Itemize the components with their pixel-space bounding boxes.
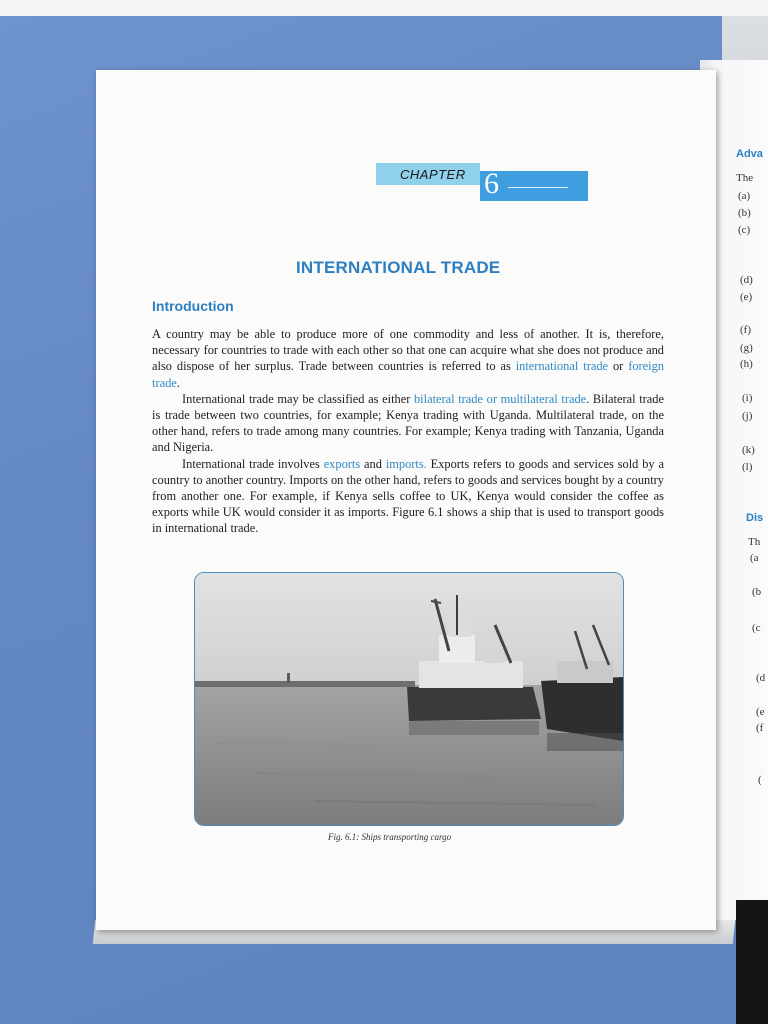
list-marker: (l) <box>742 461 753 473</box>
paragraph-3 <box>152 456 664 537</box>
paragraph-1 <box>152 326 664 391</box>
list-marker: (f) <box>740 324 751 336</box>
highlighted-term: international trade <box>515 359 609 374</box>
chapter-title: INTERNATIONAL TRADE <box>296 258 501 277</box>
text-run: and <box>360 456 386 471</box>
chapter-tab <box>376 161 588 203</box>
background-shadow <box>736 900 768 1024</box>
highlighted-term: imports. <box>385 456 427 471</box>
list-marker: (e) <box>740 291 753 303</box>
chapter-label-box <box>376 163 480 185</box>
paragraph-2 <box>152 391 664 456</box>
list-marker: ( <box>758 774 762 786</box>
text-run: Exports refers to goods and services sold by a country to another country. Imports on the other hand, refers to goods and services bought by a country from another one. For example, if Kenya sells coffee to UK, Kenya would consider the coffee as exports while UK would consider it as imports. Figure 6.1 shows a ship that is used to transport goods in international trade. <box>152 456 664 536</box>
facing-page-heading: Adva <box>736 148 763 160</box>
list-marker: (k) <box>742 444 755 456</box>
facing-page-heading: Dis <box>746 512 764 524</box>
highlighted-term: foreign trade <box>152 359 664 390</box>
list-marker: (f <box>756 722 764 734</box>
list-marker: (d <box>756 672 766 684</box>
facing-page-line: Th <box>748 536 761 548</box>
divider <box>508 187 568 188</box>
background-strip <box>0 0 768 16</box>
chapter-number-box <box>480 167 588 201</box>
list-marker: (b) <box>738 207 751 219</box>
body-text <box>152 326 664 537</box>
chapter-number: 6 <box>484 167 499 200</box>
list-marker: (g) <box>740 342 753 354</box>
list-marker: (c <box>752 622 761 634</box>
highlighted-term: bilateral trade or multilateral trade <box>413 391 587 406</box>
list-marker: (c) <box>738 224 751 236</box>
text-run: . <box>176 375 180 390</box>
highlighted-term: exports <box>323 456 361 471</box>
list-marker: (j) <box>742 410 753 422</box>
text-run: . Bilateral trade is trade between two countries, for example; Kenya trading with Uganda. Multilateral trade, on the other hand, refers to trade among many countries. For example; Kenya trading with Tanzania, Uganda and Nigeria. <box>152 391 664 455</box>
chapter-label: CHAPTER <box>400 167 466 182</box>
list-marker: (a) <box>738 190 751 202</box>
section-heading: Introduction <box>152 298 234 314</box>
text-run: or <box>608 359 629 374</box>
ship-harbour-illustration <box>195 573 623 825</box>
list-marker: (b <box>752 586 762 598</box>
figure-caption: Fig. 6.1: Ships transporting cargo <box>328 832 452 842</box>
list-marker: (a <box>750 552 759 564</box>
list-marker: (i) <box>742 392 753 404</box>
list-marker: (e <box>756 706 765 718</box>
list-marker: (h) <box>740 358 753 370</box>
text-run: A country may be able to produce more of one commodity and less of another. It is, therefore, necessary for countries to trade with each other so that one can acquire what she does not produce and also dispose of her surplus. Trade between countries is referred to as <box>152 327 664 374</box>
text-run: International trade involves <box>182 456 324 471</box>
text-run: International trade may be classified as either <box>182 391 414 406</box>
facing-page-line: The <box>736 172 754 184</box>
cargo-ship-photo <box>194 572 624 826</box>
list-marker: (d) <box>740 274 753 286</box>
